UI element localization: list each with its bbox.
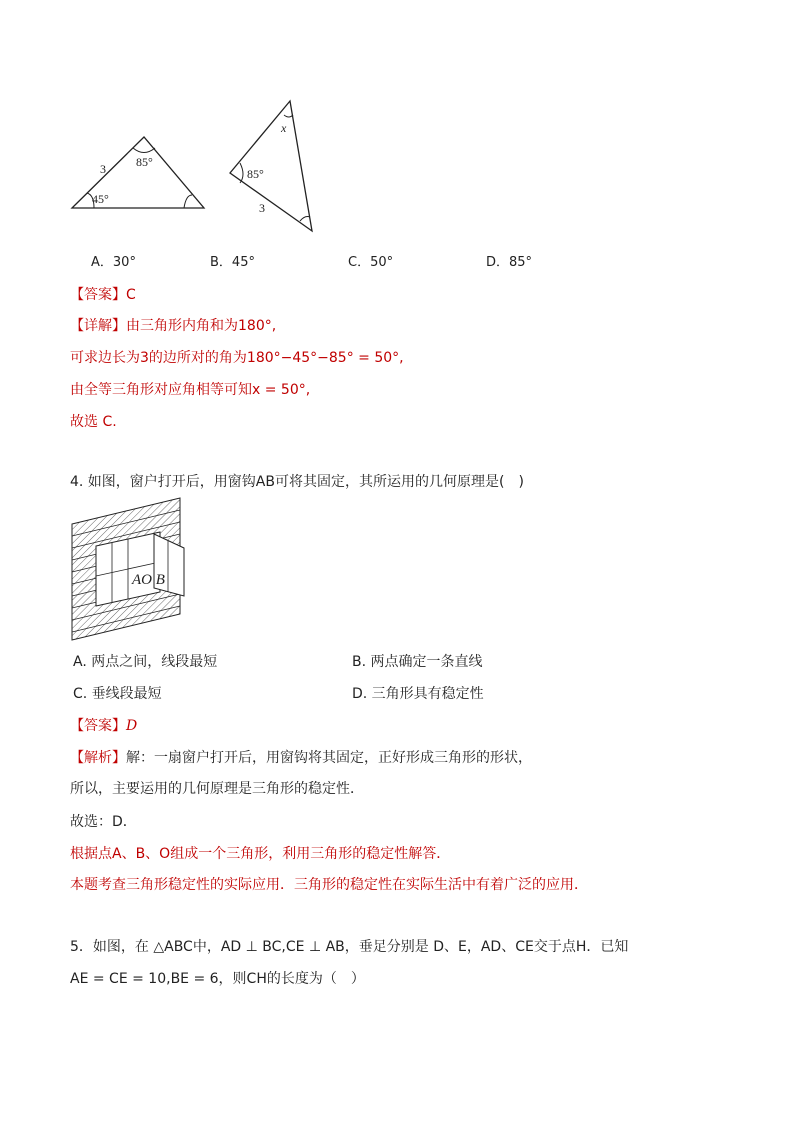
q3-answer: 【答案】C [70, 287, 136, 303]
q4-analysis-line3: 故选：D． [70, 814, 137, 830]
tri1-top-angle: 85° [136, 155, 153, 169]
tri2-top-angle: x [281, 121, 287, 135]
q4-option-b[interactable]: B. 两点确定一条直线 [352, 654, 483, 670]
q3-detail-line3: 由全等三角形对应角相等可知x = 50°, [70, 382, 311, 398]
q4-stem: 4. 如图，窗户打开后，用窗钩AB可将其固定，其所运用的几何原理是( ) [70, 474, 524, 490]
q4-analysis-line5: 本题考查三角形稳定性的实际应用．三角形的稳定性在实际生活中有着广泛的应用． [70, 877, 588, 893]
q3-option-b[interactable]: B．45° [210, 255, 255, 270]
q4-option-c[interactable]: C. 垂线段最短 [73, 686, 162, 702]
q4-analysis-line4: 根据点A、B、O组成一个三角形，利用三角形的稳定性解答． [70, 846, 451, 862]
q5-stem-line2: AE = CE = 10,BE = 6，则CH的长度为（ ） [70, 971, 365, 987]
angle-mark-x [284, 115, 293, 117]
angle-mark-bottom [300, 217, 310, 222]
tri1-side-label: 3 [100, 162, 106, 176]
q5-stem-line1: 5．如图，在 △ABC中，AD ⊥ BC,CE ⊥ AB，垂足分别是 D、E，AD、CE交于点H．已知 [70, 939, 629, 955]
tri1-left-angle: 45° [92, 192, 109, 206]
tri2-left-angle: 85° [247, 167, 264, 181]
q4-option-a[interactable]: A. 两点之间，线段最短 [73, 654, 218, 670]
angle-mark-85 [133, 148, 155, 153]
q3-option-a[interactable]: A．30° [91, 255, 136, 270]
triangle-two [230, 101, 312, 231]
q3-option-d[interactable]: D．85° [486, 255, 533, 270]
q4-analysis-line1: 【解析】解：一扇窗户打开后，用窗钩将其固定，正好形成三角形的形状， [70, 750, 532, 766]
window-hook-label: AO B [132, 572, 165, 588]
q4-answer: 【答案】D [70, 718, 138, 734]
angle-mark-right [184, 195, 192, 208]
q3-detail-line4: 故选 C. [70, 414, 117, 430]
tri2-side-label: 3 [259, 201, 265, 215]
q3-detail-line2: 可求边长为3的边所对的角为180°−45°−85° = 50°, [70, 350, 404, 366]
window-figure [70, 496, 190, 642]
q3-option-c[interactable]: C．50° [348, 255, 394, 270]
q4-analysis-line2: 所以，主要运用的几何原理是三角形的稳定性． [70, 781, 364, 797]
q4-option-d[interactable]: D. 三角形具有稳定性 [352, 686, 484, 702]
q3-detail-line1: 【详解】由三角形内角和为180°, [70, 318, 277, 334]
triangles-figure [60, 95, 330, 240]
